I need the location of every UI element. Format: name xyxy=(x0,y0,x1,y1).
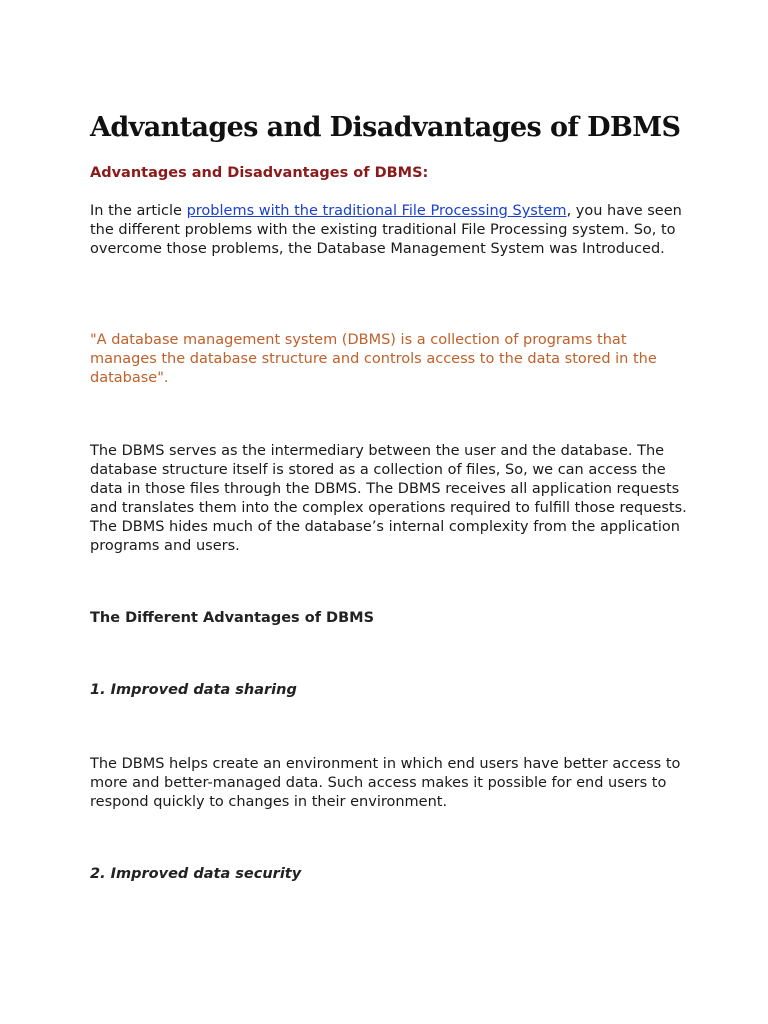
intro-paragraph xyxy=(90,202,690,259)
advantage-1-heading: 1. Improved data sharing xyxy=(90,682,297,698)
advantages-heading: The Different Advantages of DBMS xyxy=(90,610,375,626)
advantage-2-heading: 2. Improved data security xyxy=(90,866,302,882)
dbms-intermediary-paragraph: The DBMS serves as the intermediary between the user and the database. The database structure itself is stored as a collection of files, So, we can access the data in those files through the DBMS. The DBMS receives all application requests and translates them into the complex operations required to fulfill those requests. The DBMS hides much of the database’s internal complexity from the application programs and users. xyxy=(90,443,687,554)
file-processing-problems-link[interactable]: problems with the traditional File Processing System xyxy=(186,203,567,219)
dbms-definition-quote: "A database management system (DBMS) is a collection of programs that manages the database structure and controls access to the data stored in the database". xyxy=(90,332,657,386)
advantage-1-text: The DBMS helps create an environment in which end users have better access to more and better-managed data. Such access makes it possible for end users to respond quickly to changes in their environment. xyxy=(90,756,681,810)
section-subheading: Advantages and Disadvantages of DBMS: xyxy=(90,165,429,181)
intro-text-after-link: , you have seen the different problems with the existing traditional File Processing system. So, to overcome those problems, the Database Management System was Introduced. xyxy=(90,203,682,257)
intro-text-before-link: In the article xyxy=(90,203,187,219)
document-title: Advantages and Disadvantages of DBMS xyxy=(90,112,681,143)
